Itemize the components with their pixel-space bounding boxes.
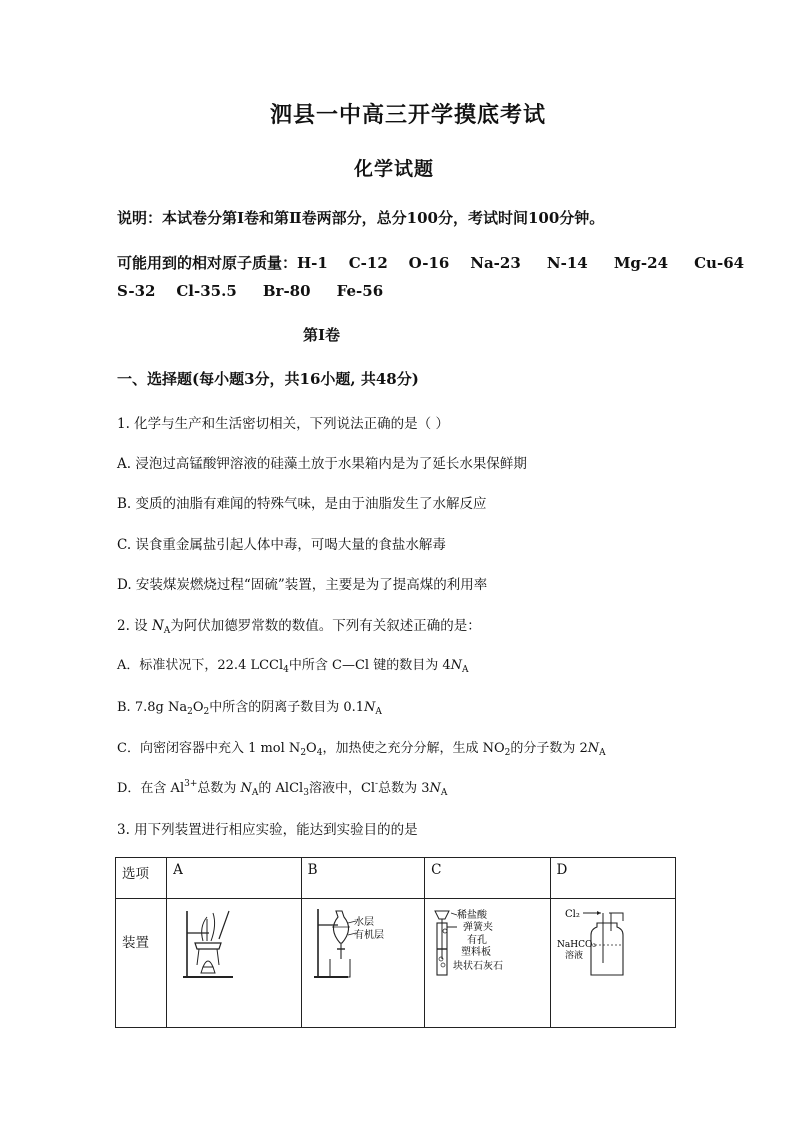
separatory-funnel-icon [308,903,408,983]
q2-option-a: A．标准状况下，22.4 LCCl$_4$中所含 C—Cl 键的数目为 $4N_A$ [117,658,469,675]
q1-option-b: B. 变质的油脂有难闻的特殊气味，是由于油脂发生了水解反应 [117,496,487,512]
q1-option-d: D. 安装煤炭燃烧过程“固硫”装置，主要是为了提高煤的利用率 [117,577,488,593]
col-header-c: C [425,858,550,899]
apparatus-a [167,899,301,1028]
label-nahco3: NaHCO₃ [556,940,596,950]
label-plastic-plate: 塑料板 [461,947,492,958]
q2-option-b: B. 7.8g $Na_2O_2$中所含的阴离子数目为 $0.1N_A$ [117,700,382,717]
apparatus-c [425,899,550,1028]
evaporation-setup-icon [173,903,283,983]
label-solution: 溶液 [564,951,583,961]
q1-option-a: A. 浸泡过高锰酸钾溶液的硅藻土放于水果箱内是为了延长水果保鲜期 [117,456,527,472]
q3-stem: 3. 用下列装置进行相应实验，能达到实验目的的是 [117,822,418,838]
col-header-option: 选项 [116,858,167,899]
label-organic-layer: 有机层 [353,930,384,941]
apparatus-d [550,899,675,1028]
q3-apparatus-table [115,857,676,1028]
col-header-a: A [167,858,301,899]
q2-option-c: C．向密闭容器中充入 1 mol $N_2O_4$，加热使之充分分解，生成 $NO_2$的分子数为 $2N_A$ [117,741,606,758]
col-header-d: D [550,858,675,899]
row-label-apparatus: 装置 [116,899,167,1028]
q1-option-c: C. 误食重金属盐引起人体中毒，可喝大量的食盐水解毒 [117,537,446,553]
apparatus-b [301,899,424,1028]
label-dilute-hcl: 稀盐酸 [457,910,488,921]
q2-stem: 2. 设 $N_A$为阿伏加德罗常数的数值。下列有关叙述正确的是： [117,618,481,636]
page-title: 泗县一中高三开学摸底考试 [270,102,547,128]
q1-stem: 1. 化学与生产和生活密切相关，下列说法正确的是（ ） [117,416,449,432]
atomic-masses-line-2: S-32 Cl-35.5 Br-80 Fe-56 [117,282,384,300]
gas-washing-bottle-icon [557,903,657,983]
gas-generator-icon [431,903,531,983]
atomic-masses-line-1: 可能用到的相对原子质量：H-1 C-12 O-16 Na-23 N-14 Mg-24 Cu-64 [117,254,745,272]
label-cl2: Cl₂ [564,909,580,920]
section-heading: 一、选择题(每小题3分，共16小题, 共48分) [117,370,419,388]
label-water-layer: 水层 [353,917,374,928]
col-header-b: B [301,858,424,899]
page-subtitle: 化学试题 [354,158,435,180]
q2-option-d: D．在含 $Al^{3+}$总数为 $N_A$的 AlCl$_3$溶液中，Cl-总数为 $3N_A$ [117,779,448,798]
exam-note: 说明：本试卷分第Ⅰ卷和第Ⅱ卷两部分，总分100分，考试时间100分钟。 [117,209,605,227]
label-holed: 有孔 [467,935,488,946]
part-heading: 第Ⅰ卷 [303,326,341,344]
label-limestone: 块状石灰石 [453,961,504,972]
label-spring-clamp: 弹簧夹 [463,922,494,933]
